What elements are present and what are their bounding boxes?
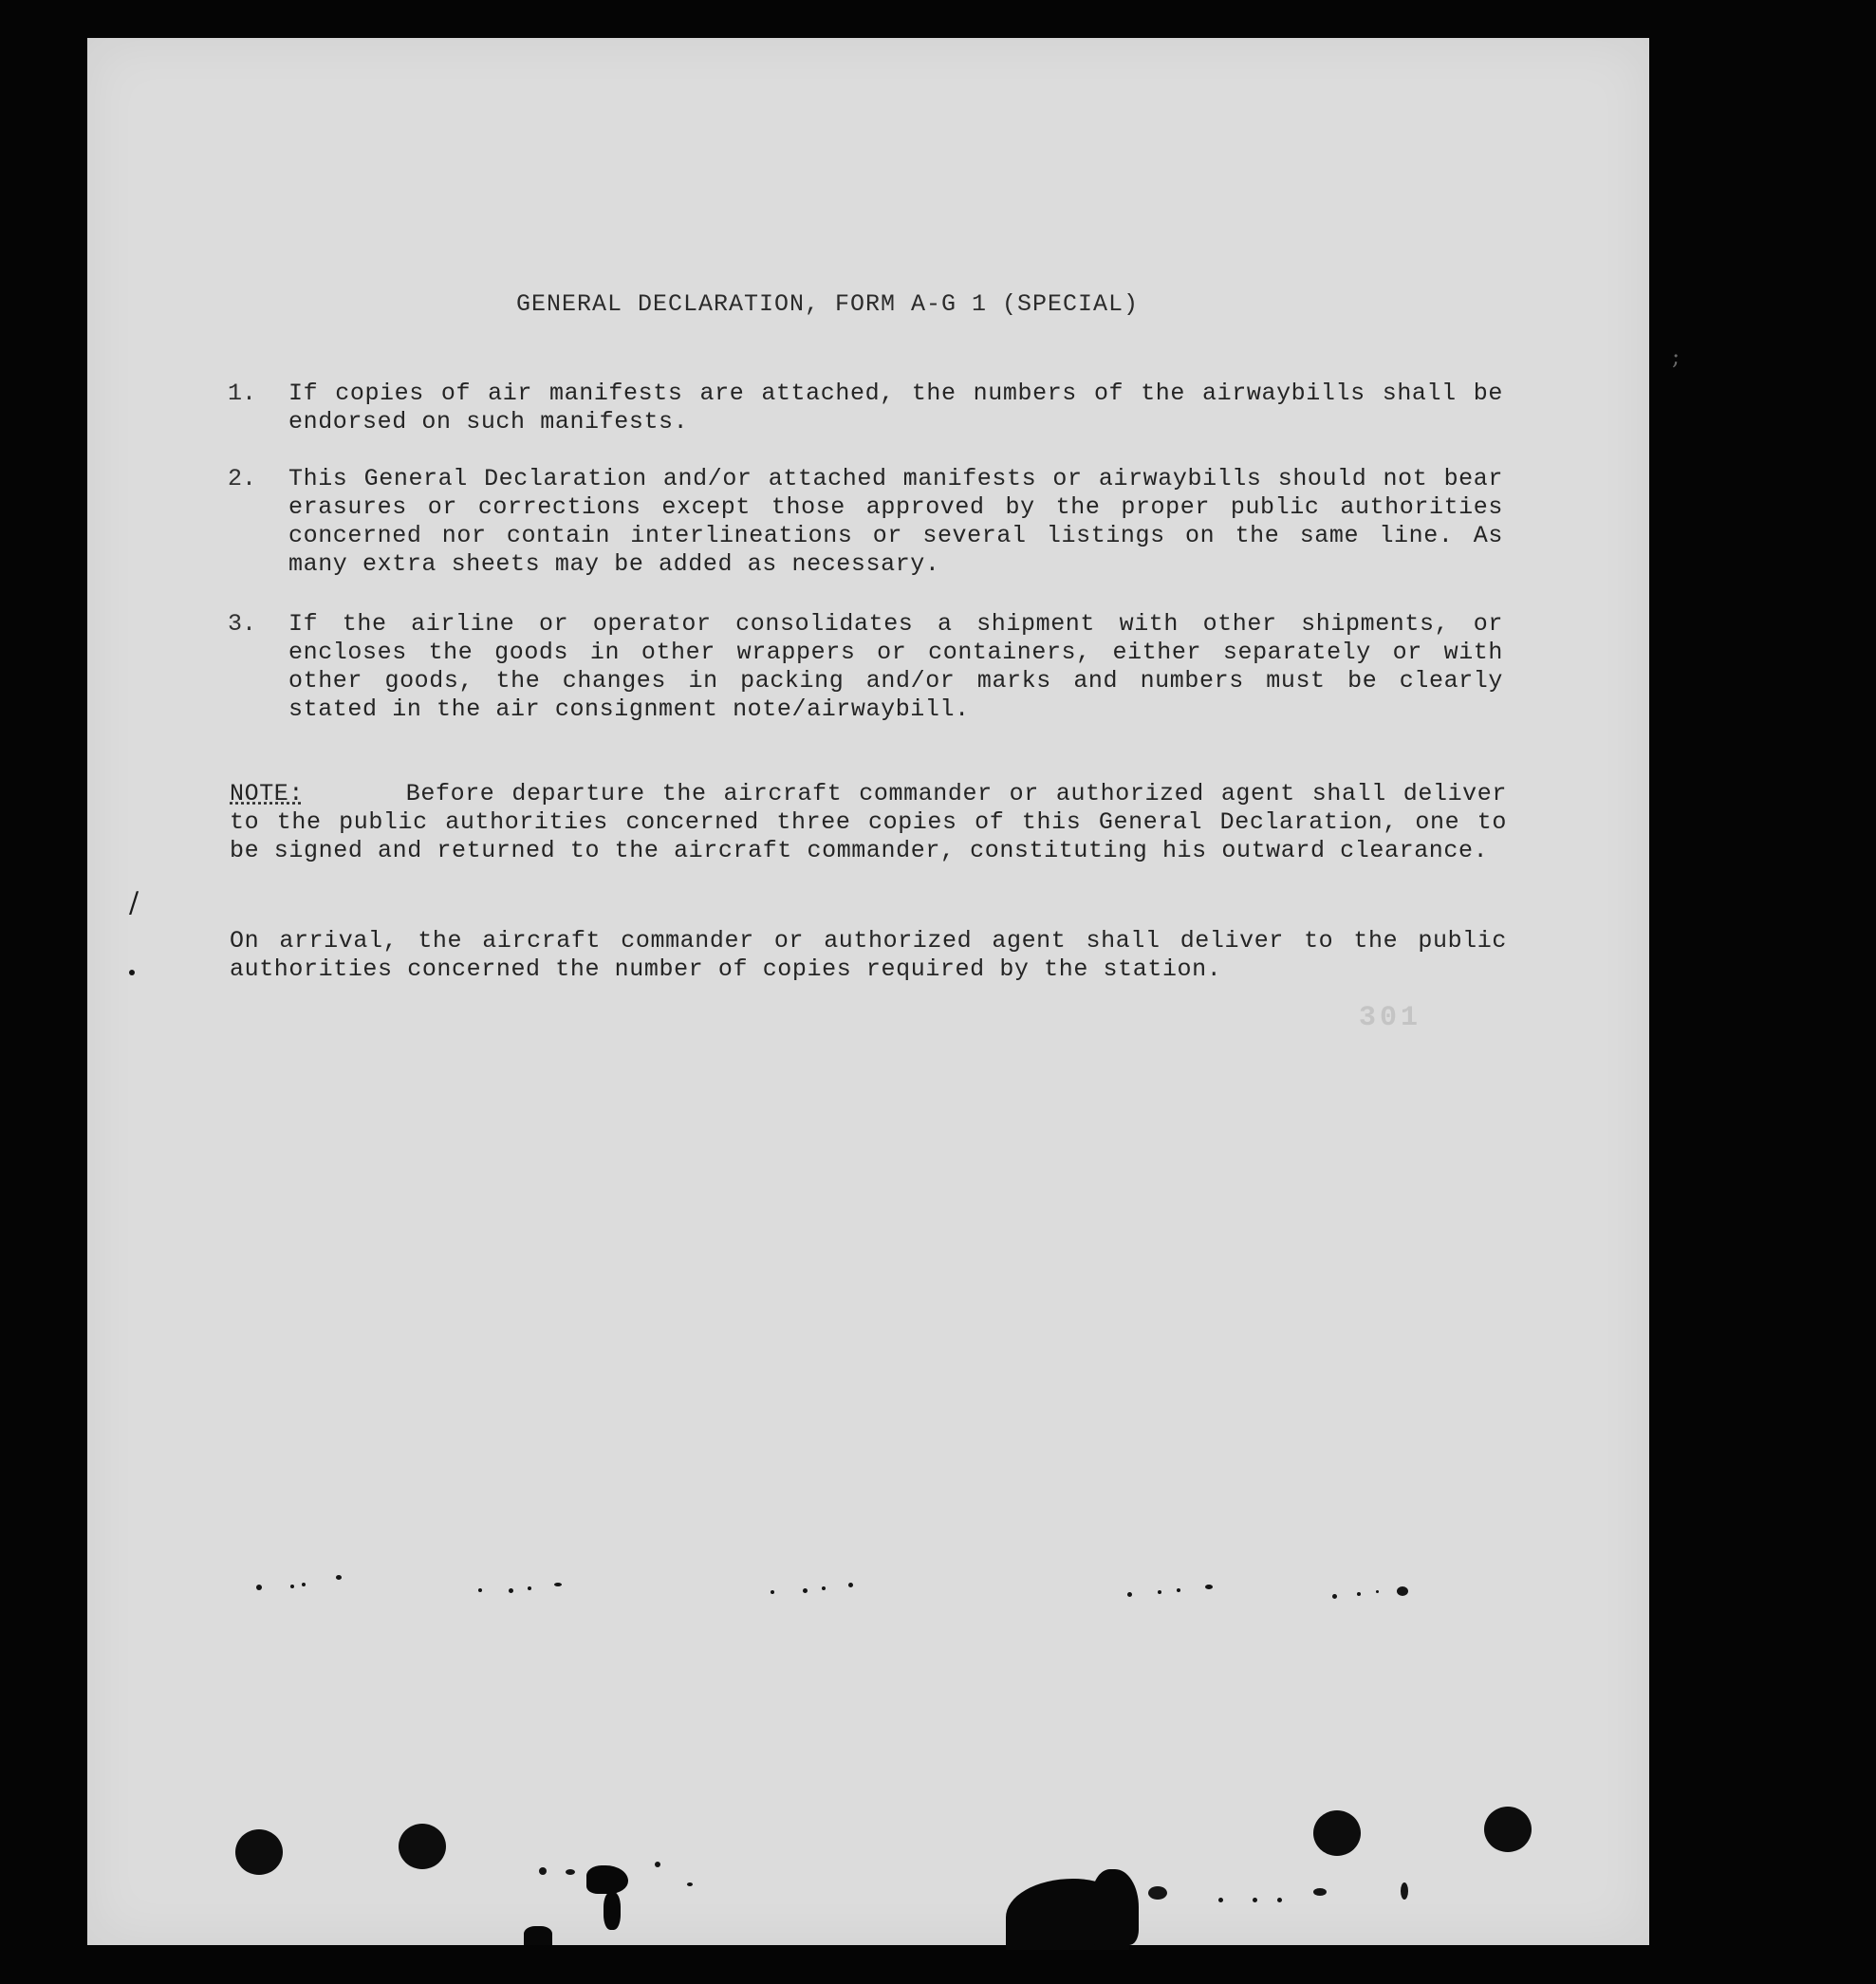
paper-damage <box>604 1892 621 1930</box>
dot-mark <box>1158 1590 1161 1594</box>
faint-stamp-number: 301 <box>1359 1002 1422 1034</box>
dot-mark <box>1205 1585 1213 1589</box>
item-number-1: 1. <box>228 380 257 407</box>
document-title: GENERAL DECLARATION, FORM A-G 1 (SPECIAL) <box>515 290 1140 318</box>
punch-hole <box>1484 1807 1532 1852</box>
item-text-3: If the airline or operator consolidates a shipment with other shipments, or encloses the goods in other wrappers or containers, either separately or with other goods, the changes in packing and/or marks and numbers must be clearly stated in the air consignment note/airwaybill. <box>288 610 1503 723</box>
punch-hole <box>1313 1810 1361 1856</box>
ink-spot <box>1401 1882 1408 1900</box>
note-label: NOTE: <box>230 780 305 807</box>
punch-hole <box>235 1829 283 1875</box>
dot-mark <box>771 1590 774 1594</box>
ink-spot <box>566 1869 575 1875</box>
note-text: Before departure the aircraft commander or authorized agent shall deliver to the public authorities concerned three copies of this General Declaration, one to be signed and returned to the aircraft commander, constituting his outward clearance. <box>230 780 1507 864</box>
arrival-paragraph: On arrival, the aircraft commander or authorized agent shall deliver to the public authorities concerned the number of copies required by the station. <box>230 927 1507 983</box>
ink-spot <box>1148 1886 1167 1900</box>
dot-mark <box>1177 1588 1180 1592</box>
dot-mark <box>256 1585 262 1590</box>
item-text-2: This General Declaration and/or attached manifests or airwaybills should not bear erasures or corrections except those approved by the proper public authorities concerned nor contain interlineations or several listings on the same line. As many extra sheets may be added as necessary. <box>288 465 1503 578</box>
dot-mark <box>1376 1590 1379 1593</box>
dot-mark <box>1397 1586 1408 1596</box>
dot-mark <box>554 1583 562 1586</box>
ink-spot <box>1277 1898 1282 1902</box>
paper-damage <box>524 1926 552 1945</box>
ink-spot <box>1218 1898 1223 1902</box>
paper-damage <box>586 1865 628 1894</box>
punch-hole <box>399 1824 446 1869</box>
item-number-3: 3. <box>228 610 257 638</box>
ink-spot <box>539 1867 547 1875</box>
dot-mark <box>509 1588 513 1593</box>
dot-mark <box>290 1585 294 1588</box>
margin-dot <box>129 970 135 975</box>
edge-mark: ; <box>1672 343 1681 370</box>
dot-mark <box>822 1586 826 1590</box>
item-text-1: If copies of air manifests are attached, the numbers of the airwaybills shall be endorsed on such manifests. <box>288 380 1503 436</box>
dot-mark <box>528 1586 531 1590</box>
item-number-2: 2. <box>228 465 257 492</box>
dot-mark <box>336 1575 342 1580</box>
dot-mark <box>803 1588 808 1593</box>
ink-spot <box>1253 1898 1257 1902</box>
dot-mark <box>478 1588 482 1592</box>
paper-damage <box>1091 1869 1139 1945</box>
dot-mark <box>1127 1592 1132 1597</box>
dot-mark <box>1357 1592 1361 1596</box>
ink-spot <box>655 1862 660 1867</box>
margin-tick-mark: / <box>129 886 139 919</box>
ink-spot <box>1313 1888 1327 1896</box>
ink-spot <box>687 1882 693 1886</box>
dot-mark <box>1332 1594 1337 1599</box>
dot-mark <box>302 1583 306 1586</box>
note-paragraph <box>230 780 1507 865</box>
dot-mark <box>848 1583 853 1587</box>
document-page <box>87 38 1649 1945</box>
